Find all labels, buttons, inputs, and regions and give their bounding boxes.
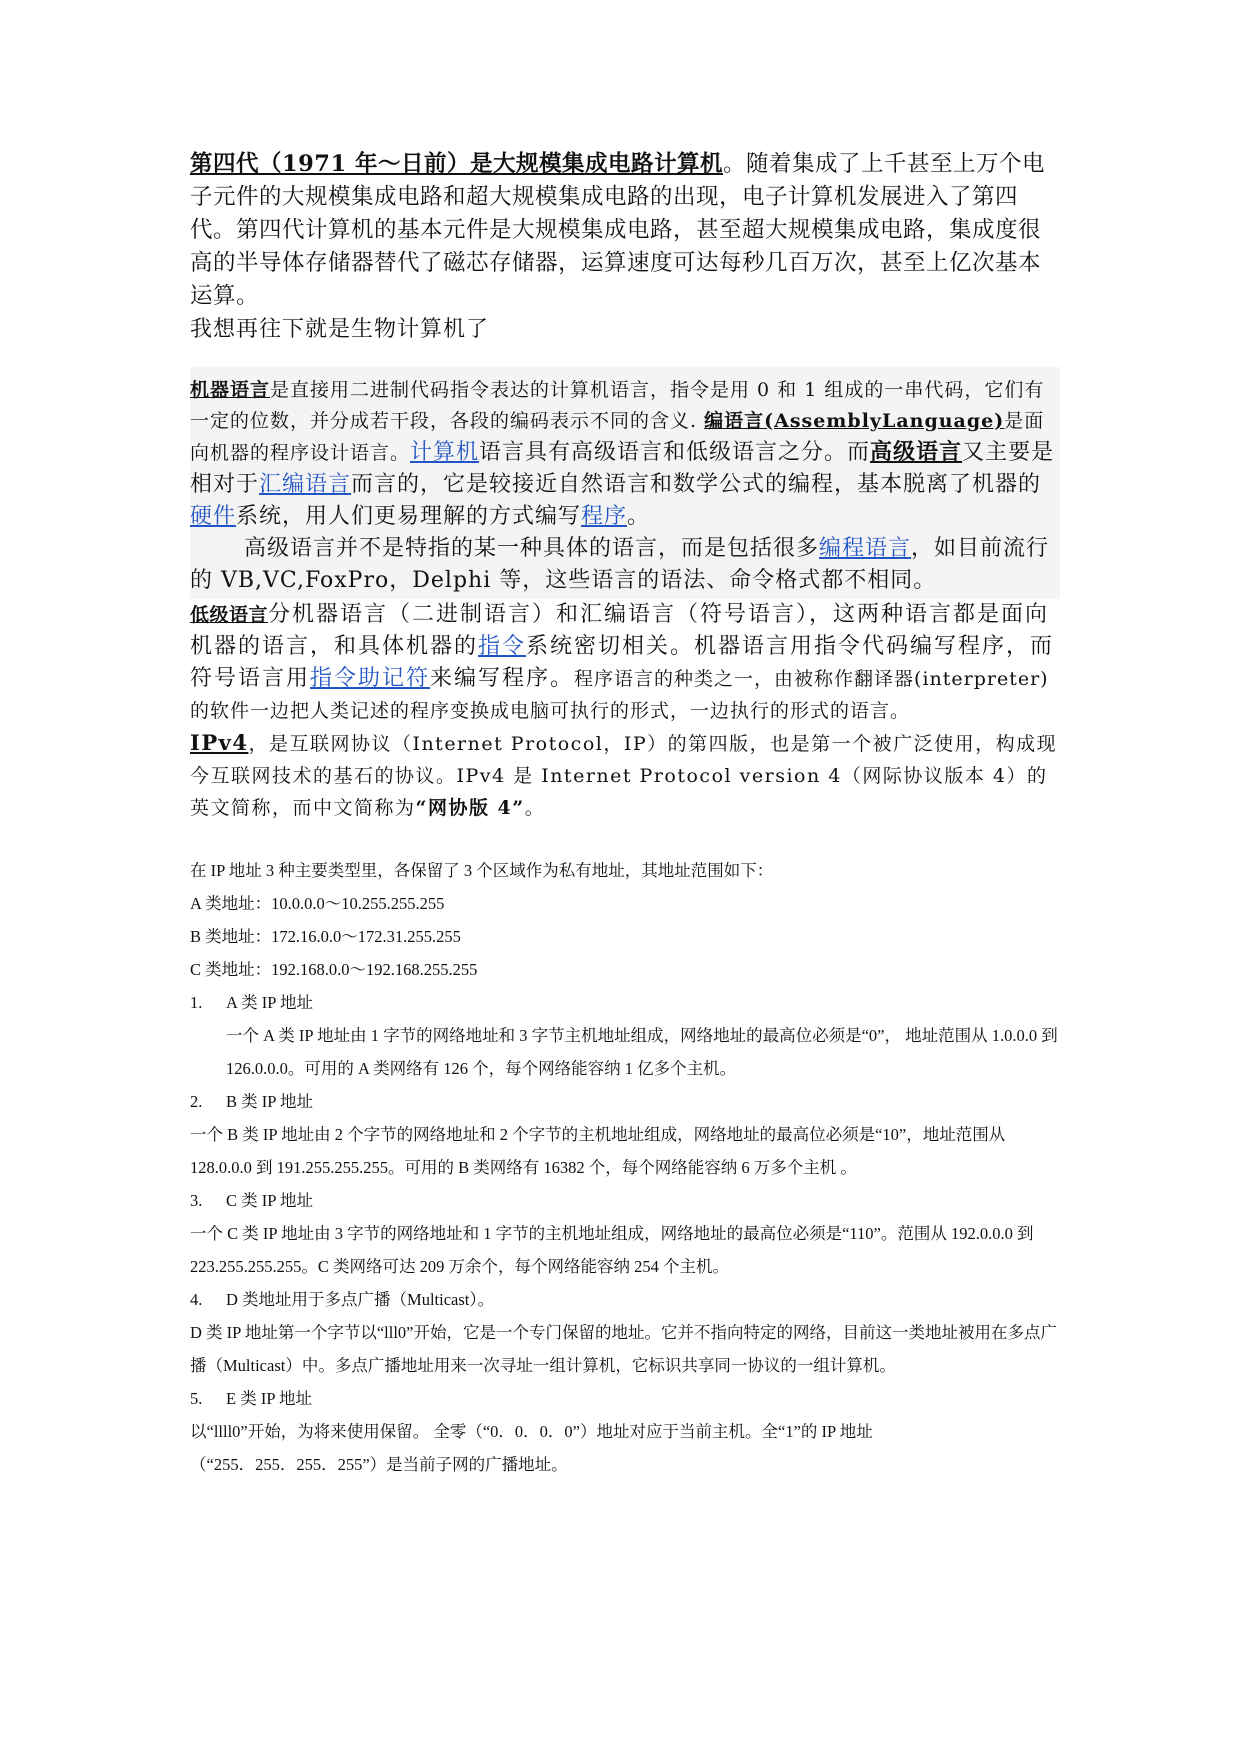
low-level-text-2: 系统密切相关。机器语言用指令代码编写程序，而符号语言用: [190, 634, 1055, 691]
lang-text-2: 又主要是相对于: [190, 440, 1055, 497]
gen4-lead: 第四代（1971 年～日前）是大规模集成电路计算机: [190, 151, 723, 177]
lang-text-1: 语言具有高级语言和低级语言之分。而: [479, 440, 871, 465]
high-level-text-b: ，如目前流行的 VB,VC,FoxPro，Delphi 等，这些语言的语法、命令格式都不相同。: [190, 536, 1050, 593]
ipv4-term: IPv4: [190, 730, 249, 755]
ip-address-section: [190, 854, 1060, 1481]
list-item-1-body: 一个 A 类 IP 地址由 1 字节的网络地址和 3 字节主机地址组成，网络地址的最高位必须是“0”， 地址范围从 1.0.0.0 到 126.0.0.0。可用的 A 类网络有 126 个，每个网络能容纳 1 亿多个主机。: [226, 1026, 1058, 1078]
machine-language-paragraph: [190, 375, 1060, 533]
list-title: C 类 IP 地址: [226, 1191, 313, 1210]
list-item-5-heading: [190, 1382, 1060, 1415]
list-item-1-heading: [190, 986, 1060, 1019]
high-level-text-a: 高级语言并不是特指的某一种具体的语言，而是包括很多: [244, 536, 820, 561]
machine-language-def: 是直接用二进制代码指令表达的计算机语言，指令是用 0 和 1 组成的一串代码，它们有一定的位数，并分成若干段，各段的编码表示不同的含义.: [190, 379, 1045, 432]
list-number: 1.: [190, 993, 203, 1012]
gen4-note: 我想再往下就是生物计算机了: [190, 317, 490, 342]
ipv4-text: ，是互联网协议（Internet Protocol，IP）的第四版，也是第一个被广泛使用，构成现今互联网技术的基石的协议。IPv4 是 Internet Protocol version 4（网际协议版本 4）的英文简称，而中文简称为: [190, 733, 1058, 819]
low-level-text-1: 分机器语言（二进制语言）和汇编语言（符号语言），这两种语言都是面向机器的语言，和具体机器的: [190, 602, 1050, 659]
link-computer[interactable]: 计算机: [410, 440, 480, 465]
machine-language-term: 机器语言: [190, 379, 271, 401]
ipv4-end: 。: [524, 797, 546, 819]
link-program[interactable]: 程序: [581, 504, 628, 529]
assembly-def: 是面向机器的程序设计语言。: [190, 410, 1045, 464]
list-number: 5.: [190, 1389, 203, 1408]
list-item-3-body: 一个 C 类 IP 地址由 3 字节的网络地址和 1 字节的主机地址组成，网络地址的最高位必须是“110”。范围从 192.0.0.0 到 223.255.255.255。C 类网络可达 209 万余个，每个网络能容纳 254 个主机。: [190, 1224, 1034, 1276]
gen4-paragraph: [190, 148, 1060, 313]
list-number: 3.: [190, 1191, 203, 1210]
ipv4-paragraph: [190, 727, 1060, 824]
list-item-4-heading: [190, 1283, 1060, 1316]
link-programming-language[interactable]: 编程语言: [819, 536, 912, 561]
lang-text-5: 。: [627, 504, 651, 529]
list-title: E 类 IP 地址: [226, 1389, 313, 1408]
ip-intro: 在 IP 地址 3 种主要类型里，各保留了 3 个区域作为私有地址，其地址范围如下：: [190, 861, 774, 880]
list-item-2-heading: [190, 1085, 1060, 1118]
ipv4-short-name: “网协版 4”: [415, 797, 525, 819]
list-item-5-body-b: （“255．255．255．255”）是当前子网的广播地址。: [190, 1455, 568, 1474]
list-number: 2.: [190, 1092, 203, 1111]
language-section: [190, 367, 1060, 599]
gen4-text: 。随着集成了上千甚至上万个电子元件的大规模集成电路和超大规模集成电路的出现，电子计算机发展进入了第四代。第四代计算机的基本元件是大规模集成电路，甚至超大规模集成电路，集成度很高的半导体存储器替代了磁芯存储器，运算速度可达每秒几百万次，甚至上亿次基本运算。: [190, 151, 1045, 309]
list-title: B 类 IP 地址: [226, 1092, 313, 1111]
link-instruction[interactable]: 指令: [478, 634, 527, 659]
ip-b-range: B 类地址：172.16.0.0～172.31.255.255: [190, 927, 461, 946]
lang-text-3: 而言的，它是较接近自然语言和数学公式的编程，基本脱离了机器的: [351, 472, 1042, 497]
ip-a-range: A 类地址：10.0.0.0～10.255.255.255: [190, 894, 445, 913]
high-level-paragraph: [190, 533, 1060, 597]
document-page: [190, 148, 1060, 1481]
list-item-5-body-a: 以“llll0”开始，为将来使用保留。 全零（“0．0．0．0”）地址对应于当前主机。全“1”的 IP 地址: [190, 1422, 873, 1441]
high-level-term: 高级语言: [870, 439, 963, 465]
assembly-term: 编语言(AssemblyLanguage): [704, 410, 1005, 432]
list-item-4-body: D 类 IP 地址第一个字节以“lll0”开始，它是一个专门保留的地址。它并不指向特定的网络，目前这一类地址被用在多点广播（Multicast）中。多点广播地址用来一次寻址一组计算机，它标识共享同一协议的一组计算机。: [190, 1323, 1057, 1375]
lang-text-4: 系统，用人们更易理解的方式编写: [236, 504, 582, 529]
link-hardware[interactable]: 硬件: [190, 504, 237, 529]
list-item-2-body: 一个 B 类 IP 地址由 2 个字节的网络地址和 2 个字节的主机地址组成，网络地址的最高位必须是“10”，地址范围从 128.0.0.0 到 191.255.255.255。可用的 B 类网络有 16382 个，每个网络能容纳 6 万多个主机 。: [190, 1125, 1006, 1177]
low-level-text-3: 来编写程序。: [430, 666, 575, 691]
list-title: A 类 IP 地址: [226, 993, 313, 1012]
interpreter-text: 程序语言的种类之一，由被称作翻译器(interpreter)的软件一边把人类记述的程序变换成电脑可执行的形式，一边执行的形式的语言。: [190, 668, 1049, 722]
link-mnemonic[interactable]: 指令助记符: [310, 666, 431, 691]
list-title: D 类地址用于多点广播（Multicast）。: [226, 1290, 495, 1309]
list-item-3-heading: [190, 1184, 1060, 1217]
link-assembly[interactable]: 汇编语言: [259, 472, 352, 497]
ip-c-range: C 类地址：192.168.0.0～192.168.255.255: [190, 960, 478, 979]
low-level-term: 低级语言: [190, 604, 269, 626]
list-number: 4.: [190, 1290, 203, 1309]
low-level-paragraph: [190, 599, 1060, 727]
